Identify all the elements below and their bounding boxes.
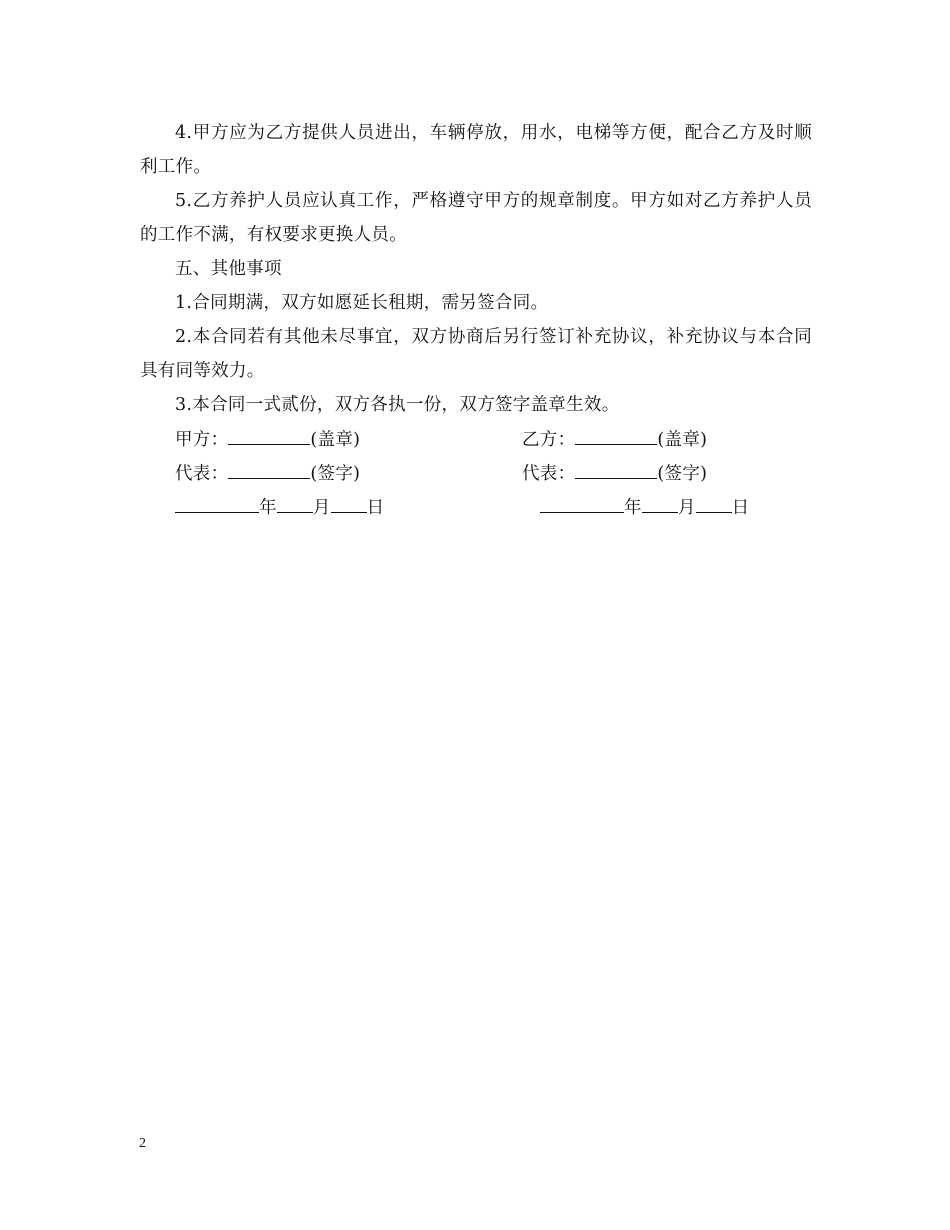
party-b-rep-blank[interactable]: [575, 456, 657, 479]
clause-5: 5.乙方养护人员应认真工作，严格遵守甲方的规章制度。甲方如对乙方养护人员的工作不满，有权要求更换人员。: [140, 191, 812, 245]
party-a-line: [175, 422, 360, 457]
other-clause-3: 3.本合同一式贰份，双方各执一份，双方签字盖章生效。: [175, 395, 620, 415]
signature-row-date: [140, 490, 812, 524]
signature-row-representative: [140, 456, 812, 490]
contract-body: [140, 116, 812, 524]
party-a-label: 甲方：: [175, 430, 229, 450]
party-b-year-blank[interactable]: [540, 490, 624, 513]
section-heading-other-matters: 五、其他事项: [175, 259, 282, 279]
party-a-date-line: [175, 490, 384, 525]
party-a-day-blank[interactable]: [331, 490, 367, 513]
party-b-rep-line: [522, 456, 707, 491]
party-a-rep-blank[interactable]: [228, 456, 310, 479]
party-b-line: [522, 422, 707, 457]
party-a-sign-note: (签字): [310, 464, 361, 484]
party-b-seal-note: (盖章): [657, 430, 708, 450]
clause-4: 4.甲方应为乙方提供人员进出，车辆停放，用水，电梯等方便，配合乙方及时顺利工作。: [140, 123, 812, 177]
other-clause-1: 1.合同期满，双方如愿延长租期，需另签合同。: [175, 293, 549, 313]
party-b-sign-note: (签字): [657, 464, 708, 484]
party-b-day-blank[interactable]: [696, 490, 732, 513]
party-b-date-line: [540, 490, 749, 525]
party-b-day-label: 日: [731, 498, 750, 518]
party-a-month-blank[interactable]: [277, 490, 313, 513]
party-a-seal-note: (盖章): [310, 430, 361, 450]
party-b-month-label: 月: [677, 498, 696, 518]
party-b-rep-label: 代表：: [522, 464, 576, 484]
party-a-month-label: 月: [312, 498, 331, 518]
party-b-blank[interactable]: [575, 422, 657, 445]
page-number: 2: [139, 1136, 146, 1151]
party-b-year-label: 年: [624, 498, 642, 518]
party-a-blank[interactable]: [228, 422, 310, 445]
signature-row-party: [140, 422, 812, 456]
party-a-day-label: 日: [366, 498, 385, 518]
party-b-label: 乙方：: [522, 430, 576, 450]
party-a-year-label: 年: [259, 498, 277, 518]
party-b-month-blank[interactable]: [642, 490, 678, 513]
party-a-rep-line: [175, 456, 360, 491]
party-a-year-blank[interactable]: [175, 490, 259, 513]
other-clause-2: 2.本合同若有其他未尽事宜，双方协商后另行签订补充协议，补充协议与本合同具有同等效力。: [140, 327, 812, 381]
party-a-rep-label: 代表：: [175, 464, 229, 484]
signature-block: [140, 422, 812, 524]
